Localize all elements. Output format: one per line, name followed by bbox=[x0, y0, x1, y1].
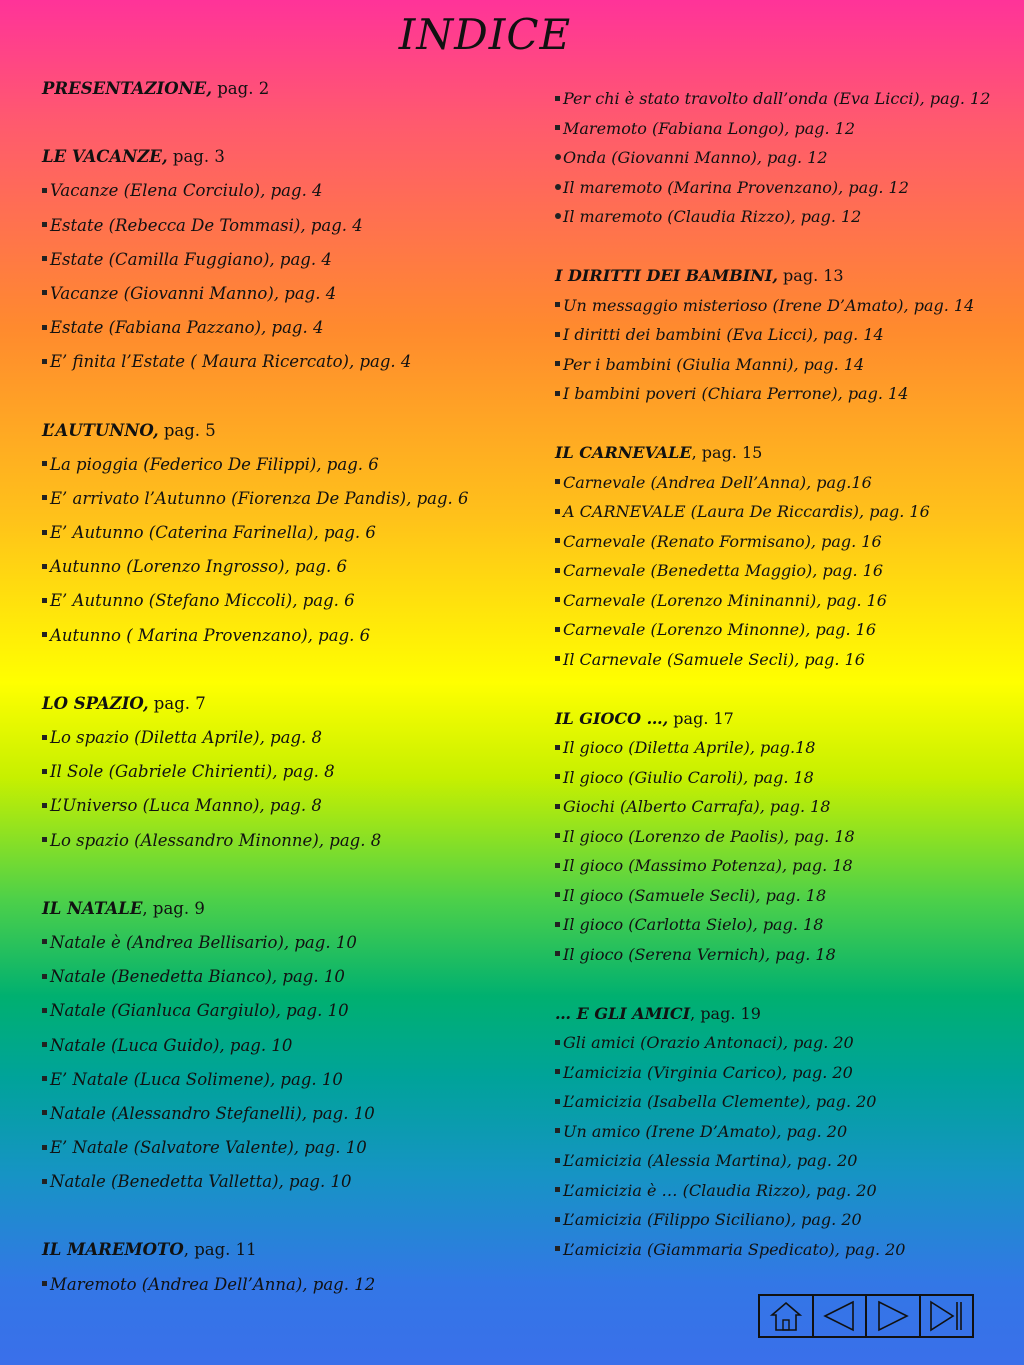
list-item[interactable]: Il maremoto (Claudia Rizzo), pag. 12 bbox=[555, 206, 1015, 236]
bullet-icon bbox=[42, 290, 47, 295]
bullet-icon bbox=[555, 479, 560, 484]
list-item[interactable]: E’ Natale (Salvatore Valente), pag. 10 bbox=[42, 1136, 522, 1170]
section-heading[interactable]: LO SPAZIO, pag. 7 bbox=[42, 693, 206, 713]
bullet-icon bbox=[42, 1042, 47, 1047]
last-page-button[interactable] bbox=[919, 1296, 973, 1336]
list-item[interactable]: Il maremoto (Marina Provenzano), pag. 12 bbox=[555, 177, 1015, 207]
list-item[interactable]: Carnevale (Benedetta Maggio), pag. 16 bbox=[555, 560, 1015, 590]
list-item[interactable]: L’amicizia (Virginia Carico), pag. 20 bbox=[555, 1062, 1015, 1092]
index-right-column bbox=[555, 88, 1015, 1268]
list-item[interactable]: Lo spazio (Alessandro Minonne), pag. 8 bbox=[42, 829, 522, 863]
bullet-icon bbox=[555, 1069, 560, 1074]
section-heading[interactable]: IL MAREMOTO, pag. 11 bbox=[42, 1240, 257, 1260]
list-item[interactable]: L’amicizia è … (Claudia Rizzo), pag. 20 bbox=[555, 1180, 1015, 1210]
bullet-icon bbox=[42, 803, 47, 808]
list-item[interactable]: Per i bambini (Giulia Manni), pag. 14 bbox=[555, 354, 1015, 384]
bullet-icon bbox=[555, 804, 560, 809]
list-item[interactable]: L’amicizia (Alessia Martina), pag. 20 bbox=[555, 1150, 1015, 1180]
bullet-icon bbox=[42, 1110, 47, 1115]
section-heading[interactable]: IL GIOCO …, pag. 17 bbox=[555, 708, 734, 728]
bullet-icon bbox=[555, 184, 561, 190]
list-item[interactable]: E’ Autunno (Stefano Miccoli), pag. 6 bbox=[42, 589, 522, 623]
bullet-icon bbox=[555, 391, 560, 396]
bullet-icon bbox=[42, 325, 47, 330]
list-item[interactable]: Maremoto (Andrea Dell’Anna), pag. 12 bbox=[42, 1273, 522, 1307]
bullet-icon bbox=[555, 951, 560, 956]
bullet-icon bbox=[555, 1128, 560, 1133]
bullet-icon bbox=[555, 213, 561, 219]
list-item[interactable]: Natale (Luca Guido), pag. 10 bbox=[42, 1034, 522, 1068]
section-heading[interactable]: L’AUTUNNO, pag. 5 bbox=[42, 420, 216, 440]
bullet-icon bbox=[42, 256, 47, 261]
section-natale bbox=[42, 897, 522, 1205]
section-heading[interactable]: PRESENTAZIONE, pag. 2 bbox=[42, 79, 270, 98]
bullet-icon bbox=[555, 1187, 560, 1192]
section-heading[interactable]: I DIRITTI DEI BAMBINI, pag. 13 bbox=[555, 266, 844, 285]
list-item[interactable]: Autunno ( Marina Provenzano), pag. 6 bbox=[42, 624, 522, 658]
previous-button[interactable] bbox=[812, 1296, 866, 1336]
list-item[interactable]: Onda (Giovanni Manno), pag. 12 bbox=[555, 147, 1015, 177]
bullet-icon bbox=[42, 974, 47, 979]
bullet-icon bbox=[42, 1145, 47, 1150]
bullet-icon bbox=[42, 222, 47, 227]
bullet-icon bbox=[555, 154, 561, 160]
list-item[interactable]: I diritti dei bambini (Eva Licci), pag. 14 bbox=[555, 324, 1015, 354]
section-presentazione bbox=[42, 77, 522, 111]
section-heading[interactable]: LE VACANZE, pag. 3 bbox=[42, 147, 225, 167]
section-gioco bbox=[555, 708, 1015, 974]
list-item[interactable]: E’ Autunno (Caterina Farinella), pag. 6 bbox=[42, 521, 522, 555]
bullet-icon bbox=[42, 530, 47, 535]
bullet-icon bbox=[555, 1099, 560, 1104]
last-page-icon bbox=[927, 1298, 965, 1334]
bullet-icon bbox=[555, 892, 560, 897]
list-item[interactable]: Vacanze (Elena Corciulo), pag. 4 bbox=[42, 179, 522, 213]
bullet-icon bbox=[555, 125, 560, 130]
list-item[interactable]: Gli amici (Orazio Antonaci), pag. 20 bbox=[555, 1032, 1015, 1062]
list-item[interactable]: Il gioco (Lorenzo de Paolis), pag. 18 bbox=[555, 826, 1015, 856]
bullet-icon bbox=[555, 627, 560, 632]
bullet-icon bbox=[555, 509, 560, 514]
bullet-icon bbox=[555, 1158, 560, 1163]
list-item[interactable]: Lo spazio (Diletta Aprile), pag. 8 bbox=[42, 726, 522, 760]
section-autunno bbox=[42, 419, 522, 658]
list-item[interactable]: Il gioco (Diletta Aprile), pag.18 bbox=[555, 737, 1015, 767]
list-item[interactable]: Estate (Rebecca De Tommasi), pag. 4 bbox=[42, 214, 522, 248]
list-item[interactable]: Il gioco (Carlotta Sielo), pag. 18 bbox=[555, 914, 1015, 944]
previous-icon bbox=[820, 1298, 858, 1334]
bullet-icon bbox=[555, 1040, 560, 1045]
section-diritti bbox=[555, 265, 1015, 413]
bullet-icon bbox=[555, 774, 560, 779]
section-carnevale bbox=[555, 442, 1015, 678]
list-item[interactable]: Natale (Alessandro Stefanelli), pag. 10 bbox=[42, 1102, 522, 1136]
bullet-icon bbox=[42, 735, 47, 740]
bullet-icon bbox=[555, 361, 560, 366]
list-item[interactable]: Il gioco (Massimo Potenza), pag. 18 bbox=[555, 855, 1015, 885]
bullet-icon bbox=[42, 1076, 47, 1081]
list-item[interactable]: Per chi è stato travolto dall’onda (Eva Licci), pag. 12 bbox=[555, 88, 1015, 118]
page-title: INDICE bbox=[398, 10, 572, 59]
bullet-icon bbox=[555, 1246, 560, 1251]
list-item[interactable]: Il gioco (Samuele Secli), pag. 18 bbox=[555, 885, 1015, 915]
section-vacanze bbox=[42, 145, 522, 384]
list-item[interactable]: Il Sole (Gabriele Chirienti), pag. 8 bbox=[42, 760, 522, 794]
next-icon bbox=[874, 1298, 912, 1334]
section-spazio bbox=[42, 692, 522, 863]
bullet-icon bbox=[42, 359, 47, 364]
bullet-icon bbox=[555, 332, 560, 337]
list-item[interactable]: Natale è (Andrea Bellisario), pag. 10 bbox=[42, 931, 522, 965]
section-maremoto-continued bbox=[555, 88, 1015, 236]
list-item[interactable]: Carnevale (Lorenzo Minonne), pag. 16 bbox=[555, 619, 1015, 649]
bullet-icon bbox=[555, 922, 560, 927]
list-item[interactable]: Carnevale (Lorenzo Mininanni), pag. 16 bbox=[555, 590, 1015, 620]
bullet-icon bbox=[42, 495, 47, 500]
list-item[interactable]: L’Universo (Luca Manno), pag. 8 bbox=[42, 794, 522, 828]
bullet-icon bbox=[42, 939, 47, 944]
list-item[interactable]: L’amicizia (Giammaria Spedicato), pag. 20 bbox=[555, 1239, 1015, 1269]
list-item[interactable]: L’amicizia (Filippo Siciliano), pag. 20 bbox=[555, 1209, 1015, 1239]
list-item[interactable]: Estate (Camilla Fuggiano), pag. 4 bbox=[42, 248, 522, 282]
bullet-icon bbox=[42, 1281, 47, 1286]
bullet-icon bbox=[555, 568, 560, 573]
bullet-icon bbox=[555, 96, 560, 101]
list-item[interactable]: Il gioco (Giulio Caroli), pag. 18 bbox=[555, 767, 1015, 797]
bullet-icon bbox=[42, 1179, 47, 1184]
bullet-icon bbox=[42, 188, 47, 193]
bullet-icon bbox=[42, 1008, 47, 1013]
list-item[interactable]: I bambini poveri (Chiara Perrone), pag. 14 bbox=[555, 383, 1015, 413]
list-item[interactable]: Un amico (Irene D’Amato), pag. 20 bbox=[555, 1121, 1015, 1151]
list-item[interactable]: A CARNEVALE (Laura De Riccardis), pag. 16 bbox=[555, 501, 1015, 531]
list-item[interactable]: Giochi (Alberto Carrafa), pag. 18 bbox=[555, 796, 1015, 826]
list-item[interactable]: Natale (Gianluca Gargiulo), pag. 10 bbox=[42, 999, 522, 1033]
next-button[interactable] bbox=[865, 1296, 919, 1336]
bullet-icon bbox=[42, 598, 47, 603]
section-heading[interactable]: IL CARNEVALE, pag. 15 bbox=[555, 443, 763, 462]
bullet-icon bbox=[555, 863, 560, 868]
section-amici bbox=[555, 1003, 1015, 1269]
list-item[interactable]: Vacanze (Giovanni Manno), pag. 4 bbox=[42, 282, 522, 316]
list-item[interactable]: Carnevale (Renato Formisano), pag. 16 bbox=[555, 531, 1015, 561]
bullet-icon bbox=[555, 597, 560, 602]
bullet-icon bbox=[555, 833, 560, 838]
list-item[interactable]: Il gioco (Serena Vernich), pag. 18 bbox=[555, 944, 1015, 974]
bullet-icon bbox=[42, 461, 47, 466]
section-heading[interactable]: … E GLI AMICI, pag. 19 bbox=[555, 1003, 761, 1023]
bullet-icon bbox=[42, 564, 47, 569]
list-item[interactable]: Maremoto (Fabiana Longo), pag. 12 bbox=[555, 118, 1015, 148]
bullet-icon bbox=[555, 302, 560, 307]
bullet-icon bbox=[42, 837, 47, 842]
list-item[interactable]: La pioggia (Federico De Filippi), pag. 6 bbox=[42, 453, 522, 487]
list-item[interactable]: Natale (Benedetta Bianco), pag. 10 bbox=[42, 965, 522, 999]
bullet-icon bbox=[42, 632, 47, 637]
list-item[interactable]: Estate (Fabiana Pazzano), pag. 4 bbox=[42, 316, 522, 350]
list-item[interactable]: E’ finita l’Estate ( Maura Ricercato), pag. 4 bbox=[42, 350, 522, 384]
section-heading[interactable]: IL NATALE, pag. 9 bbox=[42, 898, 205, 918]
bullet-icon bbox=[555, 538, 560, 543]
list-item[interactable]: E’ arrivato l’Autunno (Fiorenza De Pandis), pag. 6 bbox=[42, 487, 522, 521]
bullet-icon bbox=[42, 769, 47, 774]
index-left-column bbox=[42, 77, 522, 1307]
list-item[interactable]: L’amicizia (Isabella Clemente), pag. 20 bbox=[555, 1091, 1015, 1121]
slide-navigation bbox=[758, 1294, 974, 1338]
home-button[interactable] bbox=[760, 1296, 812, 1336]
section-maremoto bbox=[42, 1238, 522, 1306]
list-item[interactable]: Natale (Benedetta Valletta), pag. 10 bbox=[42, 1170, 522, 1204]
home-icon bbox=[768, 1298, 804, 1334]
bullet-icon bbox=[555, 656, 560, 661]
list-item[interactable]: E’ Natale (Luca Solimene), pag. 10 bbox=[42, 1068, 522, 1102]
bullet-icon bbox=[555, 745, 560, 750]
list-item[interactable]: Autunno (Lorenzo Ingrosso), pag. 6 bbox=[42, 555, 522, 589]
bullet-icon bbox=[555, 1217, 560, 1222]
list-item[interactable]: Un messaggio misterioso (Irene D’Amato), pag. 14 bbox=[555, 295, 1015, 325]
list-item[interactable]: Il Carnevale (Samuele Secli), pag. 16 bbox=[555, 649, 1015, 679]
list-item[interactable]: Carnevale (Andrea Dell’Anna), pag.16 bbox=[555, 472, 1015, 502]
